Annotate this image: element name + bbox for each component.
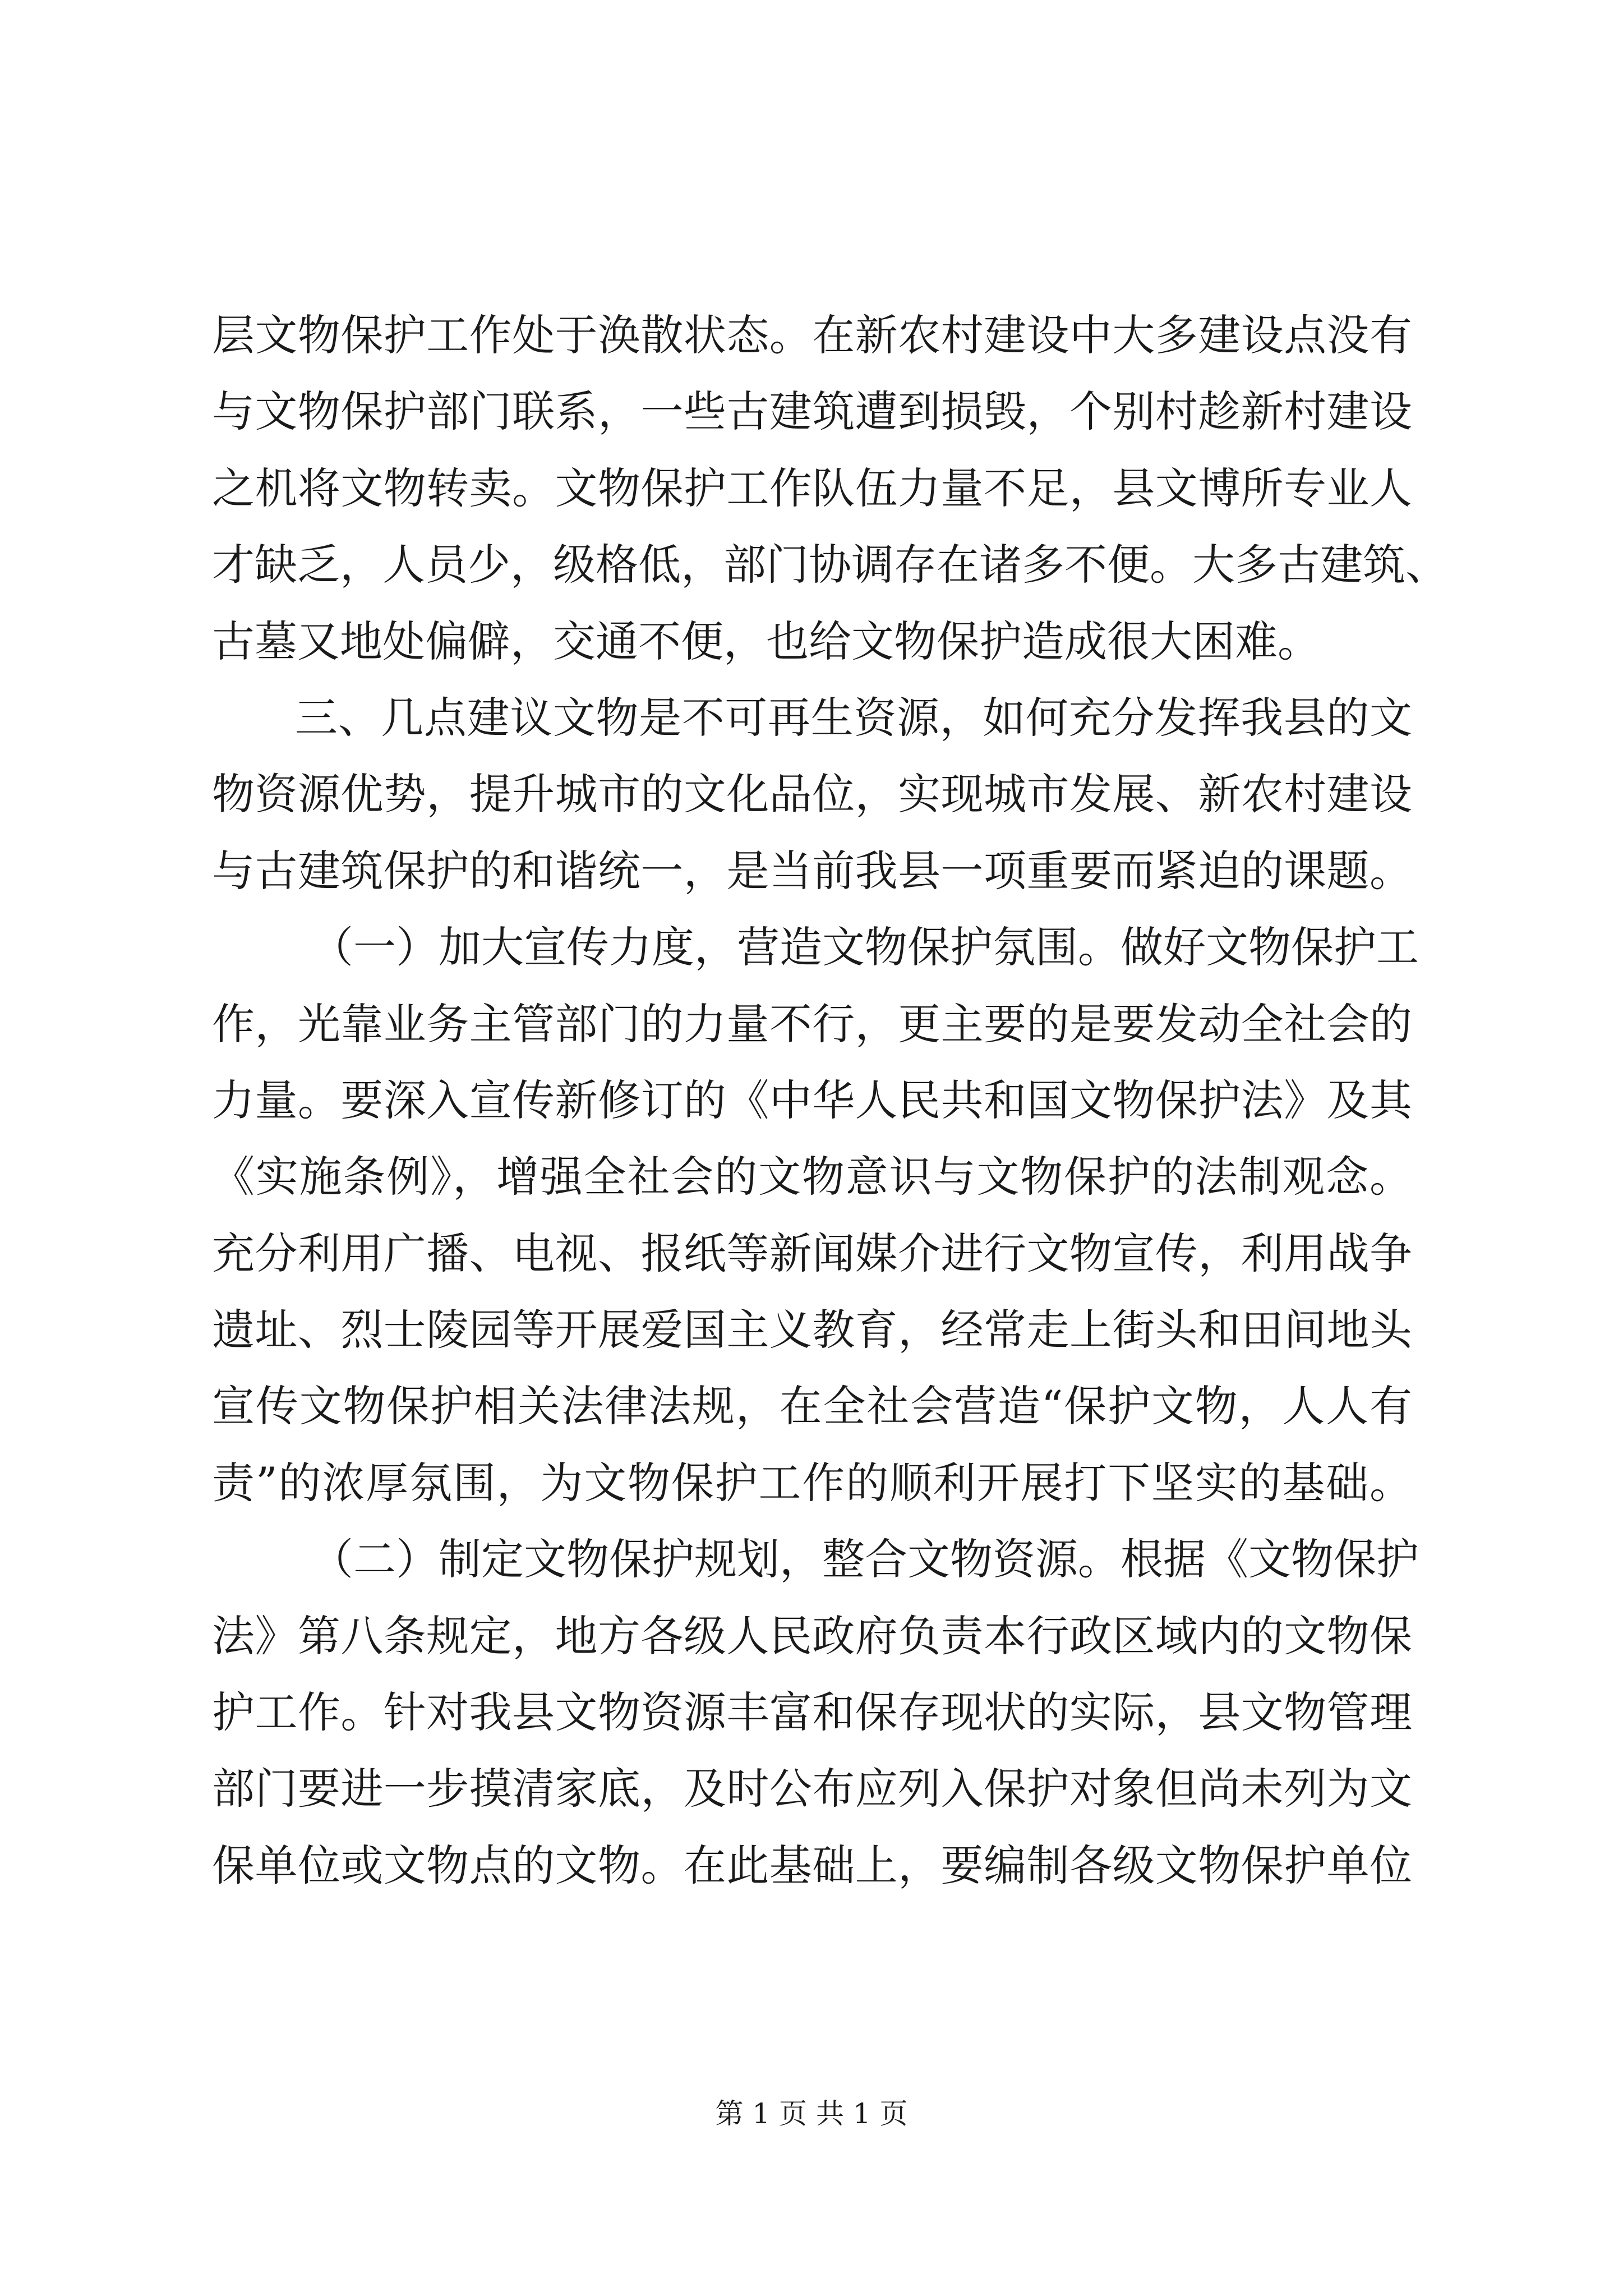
text-line-20: 部门要进一步摸清家底，及时公布应列入保护对象但尚未列为文 — [212, 1764, 1412, 1814]
text-line-10: 作，光靠业务主管部门的力量不行，更主要的是要发动全社会的 — [212, 999, 1412, 1049]
text-line-18: 法》第八条规定，地方各级人民政府负责本行政区域内的文物保 — [212, 1611, 1412, 1661]
page-footer: 第 1 页 共 1 页 — [715, 2097, 908, 2130]
document-body — [212, 297, 1448, 1904]
text-line-6: 三、几点建议文物是不可再生资源，如何充分发挥我县的文 — [295, 692, 1412, 743]
text-line-14: 遗址、烈士陵园等开展爱国主义教育，经常走上街头和田间地头 — [212, 1305, 1412, 1355]
text-line-8: 与古建筑保护的和谐统一，是当前我县一项重要而紧迫的课题。 — [212, 845, 1412, 896]
text-line-15: 宣传文物保护相关法律法规，在全社会营造“保护文物，人人有 — [212, 1381, 1412, 1432]
text-line-5: 古墓又地处偏僻，交通不便，也给文物保护造成很大困难。 — [212, 616, 1320, 666]
text-line-1: 层文物保护工作处于涣散状态。在新农村建设中大多建设点没有 — [212, 310, 1412, 360]
text-line-12: 《实施条例》，增强全社会的文物意识与文物保护的法制观念。 — [212, 1152, 1412, 1202]
text-line-9: （一）加大宣传力度，营造文物保护氛围。做好文物保护工 — [311, 922, 1419, 973]
text-line-4: 才缺乏，人员少，级格低，部门协调存在诸多不便。大多古建筑、 — [212, 540, 1448, 590]
text-line-3: 之机将文物转卖。文物保护工作队伍力量不足，县文博所专业人 — [212, 463, 1412, 513]
text-line-17: （二）制定文物保护规划，整合文物资源。根据《文物保护 — [311, 1534, 1419, 1585]
text-line-16: 责”的浓厚氛围，为文物保护工作的顺利开展打下坚实的基础。 — [212, 1457, 1412, 1508]
text-line-11: 力量。要深入宣传新修订的《中华人民共和国文物保护法》及其 — [212, 1075, 1412, 1125]
text-line-19: 护工作。针对我县文物资源丰富和保存现状的实际，县文物管理 — [212, 1687, 1412, 1738]
text-line-21: 保单位或文物点的文物。在此基础上，要编制各级文物保护单位 — [212, 1840, 1412, 1890]
text-line-13: 充分利用广播、电视、报纸等新闻媒介进行文物宣传，利用战争 — [212, 1228, 1412, 1278]
text-line-2: 与文物保护部门联系，一些古建筑遭到损毁，个别村趁新村建设 — [212, 386, 1412, 437]
text-line-7: 物资源优势，提升城市的文化品位，实现城市发展、新农村建设 — [212, 769, 1412, 820]
